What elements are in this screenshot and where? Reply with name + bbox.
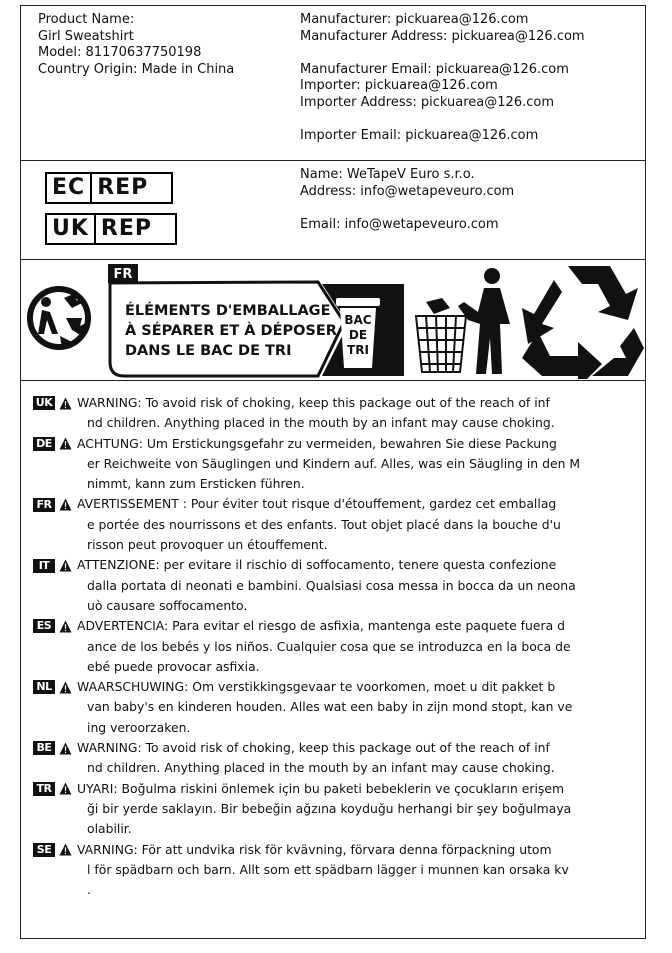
country-code-badge: SE <box>33 843 55 857</box>
product-origin: Country Origin: Made in China <box>38 61 235 77</box>
warning-text: e portée des nourrissons et des enfants. Tout objet placé dans la bouche d'u <box>87 516 561 532</box>
warning-triangle-icon <box>59 437 72 450</box>
warning-text: WAARSCHUWING: Om verstikkingsgevaar te voorkomen, moet u dit pakket b <box>77 679 556 695</box>
importer-email: Importer Email: pickuarea@126.com <box>300 127 539 143</box>
warning-text: nd children. Anything placed in the mouth by an infant may cause choking. <box>87 760 555 776</box>
warning-line-fr <box>33 494 672 514</box>
warning-text: nd children. Anything placed in the mouth by an infant may cause choking. <box>87 415 555 431</box>
country-code-badge: BE <box>33 741 55 755</box>
warning-text: risson peut provoquer un étouffement. <box>87 537 328 553</box>
country-code-badge: TR <box>33 782 55 796</box>
uk-rep-left: UK <box>52 216 89 241</box>
warning-text: VARNING: För att undvika risk för kvävning, förvara denna förpackning utom <box>77 841 552 857</box>
warning-text: . <box>87 882 91 898</box>
product-model: Model: 81170637750198 <box>38 45 202 60</box>
warning-line-uk <box>33 393 672 413</box>
warning-line-be <box>33 738 672 758</box>
warning-triangle-icon <box>59 498 72 511</box>
recycle-icon <box>522 266 644 379</box>
bin-line-1: BAC <box>344 313 372 327</box>
warning-continuation <box>33 413 672 433</box>
country-code-badge: FR <box>33 498 55 512</box>
warning-triangle-icon <box>59 742 72 755</box>
warning-continuation <box>33 535 672 555</box>
warning-text: WARNING: To avoid risk of choking, keep this package out of the reach of inf <box>77 395 550 410</box>
warning-continuation <box>33 515 672 535</box>
warning-continuation <box>33 819 672 839</box>
divider-2 <box>20 259 646 260</box>
recycling-graphics <box>22 262 645 379</box>
warning-text: ği bir yerde saklayın. Bir bebeğin ağzına koyduğu herhangi bir şey boğulmaya <box>87 800 572 816</box>
warning-text: l för spädbarn och barn. Allt som ett spädbarn lägger i munnen kan orsaka kv <box>87 861 569 877</box>
product-info <box>38 12 234 78</box>
country-code-badge: DE <box>33 437 55 451</box>
rep-address: Address: info@wetapeveuro.com <box>300 183 515 199</box>
uk-rep-mark <box>45 213 177 245</box>
warning-text: ADVERTENCIA: Para evitar el riesgo de asfixia, mantenga este paquete fuera d <box>77 618 565 634</box>
warning-text: er Reichweite von Säuglingen und Kindern auf. Alles, was ein Säugling in den M <box>87 455 581 471</box>
warning-continuation <box>33 637 672 657</box>
warning-triangle-icon <box>59 681 72 694</box>
rep-email: Email: info@wetapeveuro.com <box>300 217 499 232</box>
warning-text: olabilir. <box>87 821 132 837</box>
manufacturer: Manufacturer: pickuarea@126.com <box>300 12 529 27</box>
warning-continuation <box>33 697 672 717</box>
divider-3 <box>20 380 646 381</box>
warning-line-es <box>33 616 672 636</box>
warning-continuation <box>33 576 672 596</box>
country-code-badge: UK <box>33 396 55 410</box>
warning-line-de <box>33 434 672 454</box>
country-code-badge: IT <box>33 559 55 573</box>
warning-line-it <box>33 555 672 575</box>
warning-line-tr <box>33 779 672 799</box>
importer: Importer: pickuarea@126.com <box>300 78 498 93</box>
warning-line-nl <box>33 677 672 697</box>
warning-text: WARNING: To avoid risk of choking, keep this package out of the reach of inf <box>77 740 550 756</box>
uk-rep-right: REP <box>94 215 157 243</box>
tidyman-icon <box>416 268 510 374</box>
fr-tag: FR <box>113 267 133 282</box>
banner-line-1: ÉLÉMENTS D'EMBALLAGE <box>125 303 331 319</box>
contact-info <box>300 12 585 144</box>
representative-info <box>300 167 514 234</box>
banner-line-2: À SÉPARER ET À DÉPOSER <box>125 323 337 339</box>
warning-text: ATTENZIONE: per evitare il rischio di soffocamento, tenere questa confezione <box>77 557 557 573</box>
country-code-badge: NL <box>33 680 55 694</box>
choking-warnings <box>33 393 672 900</box>
warning-continuation <box>33 474 672 494</box>
bin-line-3: TRI <box>347 343 369 357</box>
warning-line-se <box>33 840 672 860</box>
warning-text: ACHTUNG: Um Erstickungsgefahr zu vermeiden, bewahren Sie diese Packung <box>77 435 557 451</box>
warning-continuation <box>33 758 672 778</box>
triman-icon <box>30 289 88 348</box>
ec-rep-left: EC <box>52 175 86 200</box>
warning-continuation <box>33 718 672 738</box>
warning-text: UYARI: Boğulma riskini önlemek için bu paketi bebeklerin ve çocukların erişem <box>77 780 565 796</box>
spacer <box>300 111 585 128</box>
warning-text: dalla portata di neonati e bambini. Qualsiasi cosa messa in bocca da un neona <box>87 577 576 593</box>
importer-address: Importer Address: pickuarea@126.com <box>300 94 554 110</box>
warning-triangle-icon <box>59 397 72 410</box>
product-name: Girl Sweatshirt <box>38 28 134 44</box>
divider-1 <box>20 160 646 161</box>
warning-triangle-icon <box>59 782 72 795</box>
warning-text: ing veroorzaken. <box>87 719 191 735</box>
manufacturer-email: Manufacturer Email: pickuarea@126.com <box>300 61 569 77</box>
warning-text: nimmt, kann zum Ersticken führen. <box>87 476 305 492</box>
ec-rep-mark <box>45 172 173 204</box>
warning-continuation <box>33 596 672 616</box>
warning-continuation <box>33 657 672 677</box>
warning-continuation <box>33 454 672 474</box>
warning-triangle-icon <box>59 559 72 572</box>
warning-text: uò causare soffocamento. <box>87 597 248 613</box>
warning-continuation <box>33 799 672 819</box>
warning-continuation <box>33 860 672 880</box>
warning-triangle-icon <box>59 620 72 633</box>
product-name-label: Product Name: <box>38 12 135 27</box>
manufacturer-address: Manufacturer Address: pickuarea@126.com <box>300 28 585 44</box>
bin-line-2: DE <box>348 328 368 342</box>
warning-text: van baby's en kinderen houden. Alles wat een baby in zijn mond stopt, kan ve <box>87 699 573 715</box>
warning-text: ance de los bebés y los niños. Cualquier cosa que se introduzca en la boca de <box>87 638 571 654</box>
warning-triangle-icon <box>59 843 72 856</box>
rep-name: Name: WeTapeV Euro s.r.o. <box>300 167 475 182</box>
banner-line-3: DANS LE BAC DE TRI <box>125 343 292 359</box>
warning-text: AVERTISSEMENT : Pour éviter tout risque d'étouffement, gardez cet emballag <box>77 496 557 512</box>
warning-continuation <box>33 880 672 900</box>
warning-text: ebé puede provocar asfixia. <box>87 658 260 674</box>
ec-rep-right: REP <box>90 174 153 202</box>
spacer <box>300 45 585 62</box>
country-code-badge: ES <box>33 619 55 633</box>
